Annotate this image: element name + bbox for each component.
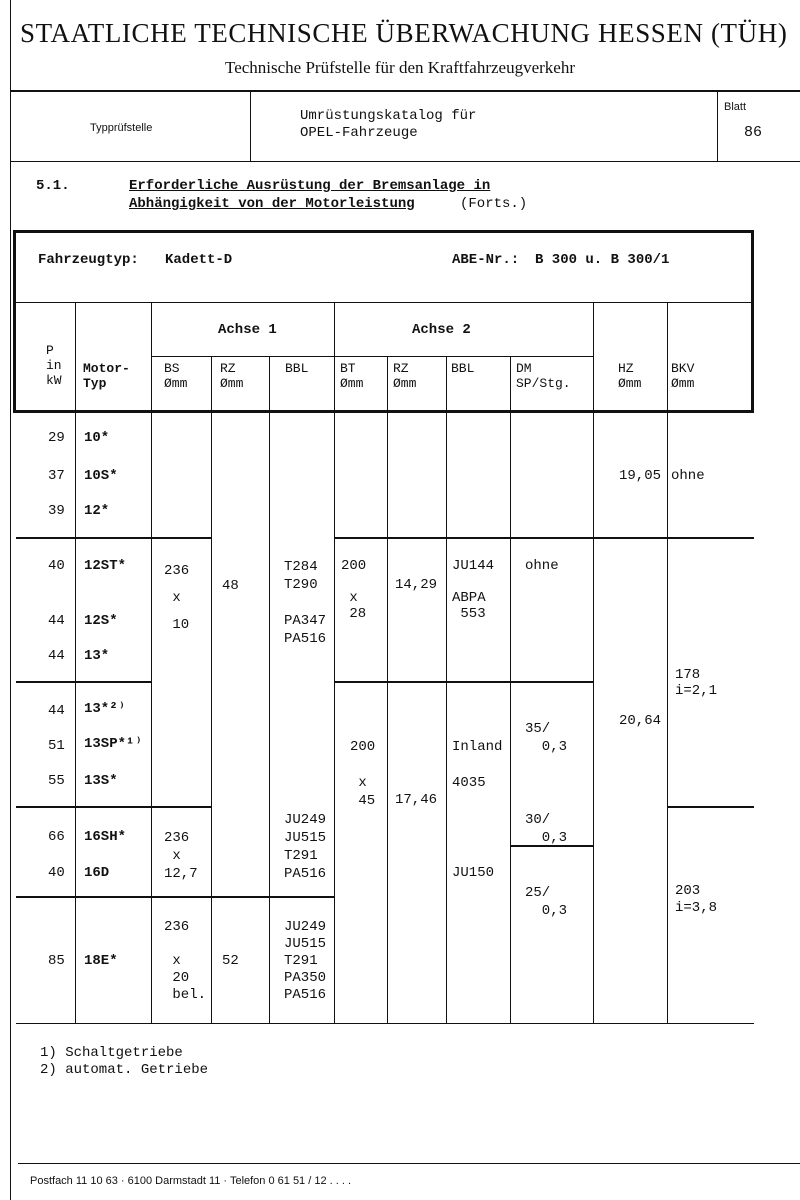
row-sep-g4 bbox=[16, 896, 334, 898]
col-header-p: P in kW bbox=[46, 343, 62, 388]
col-header-dm: DM SP/Stg. bbox=[516, 361, 571, 391]
bkv-cell: 178 i=2,1 bbox=[675, 667, 718, 699]
row-sep-g1-right bbox=[593, 537, 754, 539]
rz1-cell: 52 bbox=[222, 953, 239, 969]
bbl2-cell: Inland 4035 bbox=[452, 739, 503, 791]
dm-cell: ohne bbox=[525, 558, 559, 574]
power-cell: 66 bbox=[48, 829, 65, 845]
footer-divider bbox=[18, 1163, 800, 1164]
section-title-suffix: (Forts.) bbox=[460, 196, 528, 212]
header-col-divider-2 bbox=[717, 90, 718, 162]
achse-2-header: Achse 2 bbox=[412, 322, 471, 338]
bt-cell: 200 x 45 bbox=[350, 739, 376, 809]
power-cell: 40 bbox=[48, 865, 65, 881]
achse-1-header: Achse 1 bbox=[218, 322, 277, 338]
col-header-motor: Motor- Typ bbox=[83, 361, 130, 391]
motor-cell: 12S* bbox=[84, 613, 118, 629]
col-header-hz: HZ Ømm bbox=[618, 361, 642, 391]
col-header-bbl2: BBL bbox=[451, 361, 475, 376]
footnote-2: 2) automat. Getriebe bbox=[40, 1062, 209, 1078]
row-sep-g3 bbox=[16, 806, 211, 808]
section-number: 5.1. bbox=[36, 178, 70, 194]
dm-cell: 35/ 0,3 bbox=[525, 721, 568, 755]
row-sep-g1 bbox=[16, 537, 211, 539]
footer-address: Postfach 11 10 63 · 6100 Darmstadt 11 · Telefon 0 61 51 / 12 . . . . bbox=[30, 1175, 352, 1187]
vehicle-type-value: Kadett-D bbox=[165, 252, 233, 268]
col-line-hz bbox=[593, 302, 594, 1023]
table-header-bottom bbox=[13, 410, 754, 413]
power-cell: 44 bbox=[48, 648, 65, 664]
power-cell: 44 bbox=[48, 703, 65, 719]
bs-cell: 236 x 20 bel. bbox=[164, 919, 207, 1003]
table-right-border bbox=[751, 230, 754, 412]
header-col-divider-1 bbox=[250, 90, 251, 162]
sheet-number: 86 bbox=[744, 124, 763, 141]
dm-cell: 30/ 0,3 bbox=[525, 812, 568, 846]
col-line-dm bbox=[510, 356, 511, 1023]
org-subtitle: Technische Prüfstelle für den Kraftfahrzeugverkehr bbox=[225, 58, 575, 77]
vehicle-type-label: Fahrzeugtyp: bbox=[38, 252, 139, 268]
col-header-bbl1: BBL bbox=[285, 361, 309, 376]
col-line-bbl2 bbox=[446, 356, 447, 1023]
bt-cell: 200 x 28 bbox=[341, 558, 367, 622]
sheet-label: Blatt bbox=[724, 101, 747, 113]
col-line-rz1 bbox=[211, 356, 212, 1023]
power-cell: 39 bbox=[48, 503, 65, 519]
col-line-bs bbox=[151, 302, 152, 1023]
hz-cell: 20,64 bbox=[619, 713, 662, 729]
header-divider-top bbox=[10, 90, 800, 92]
rz2-cell: 17,46 bbox=[395, 792, 438, 808]
bkv-cell: 203 i=3,8 bbox=[675, 883, 718, 916]
motor-cell: 16D bbox=[84, 865, 110, 881]
col-line-rz2 bbox=[387, 356, 388, 1023]
power-cell: 44 bbox=[48, 613, 65, 629]
power-cell: 85 bbox=[48, 953, 65, 969]
bs-cell: 236 x 12,7 bbox=[164, 830, 198, 882]
section-title-line-1: Erforderliche Ausrüstung der Bremsanlage in bbox=[129, 178, 491, 194]
power-cell: 37 bbox=[48, 468, 65, 484]
group-header-line bbox=[151, 356, 593, 357]
page-left-border bbox=[10, 0, 11, 1200]
power-cell: 29 bbox=[48, 430, 65, 446]
row-sep-g3-bkv bbox=[667, 806, 754, 808]
row-sep-g1-mid bbox=[334, 537, 593, 539]
table-bottom-border bbox=[16, 1023, 754, 1024]
footnote-1: 1) Schaltgetriebe bbox=[40, 1045, 183, 1061]
table-info-divider bbox=[13, 302, 754, 303]
table-left-border bbox=[13, 230, 16, 412]
motor-cell: 13*²⁾ bbox=[84, 701, 127, 717]
row-sep-g2 bbox=[16, 681, 151, 683]
org-title: STAATLICHE TECHNISCHE ÜBERWACHUNG HESSEN (TÜH) bbox=[20, 18, 788, 48]
motor-cell: 16SH* bbox=[84, 829, 127, 845]
motor-cell: 18E* bbox=[84, 953, 118, 969]
power-cell: 51 bbox=[48, 738, 65, 754]
motor-cell: 12ST* bbox=[84, 558, 127, 574]
motor-cell: 13SP*¹⁾ bbox=[84, 736, 143, 752]
abe-value: B 300 u. B 300/1 bbox=[535, 252, 670, 268]
motor-cell: 10* bbox=[84, 430, 110, 446]
bbl1-cell: T284 T290 PA347 PA516 bbox=[284, 559, 327, 647]
table-top-border bbox=[13, 230, 754, 233]
catalog-line-2: OPEL-Fahrzeuge bbox=[300, 125, 418, 141]
rz1-cell: 48 bbox=[222, 578, 239, 594]
row-sep-g2-mid bbox=[334, 681, 593, 683]
col-line-bkv bbox=[667, 302, 668, 1023]
catalog-line-1: Umrüstungskatalog für bbox=[300, 108, 477, 124]
bbl1-cell: JU249 JU515 T291 PA516 bbox=[284, 812, 327, 882]
dm-cell: 25/ 0,3 bbox=[525, 885, 568, 919]
bs-cell: 236 x 10 bbox=[164, 563, 190, 633]
bbl2-cell: JU150 bbox=[452, 865, 495, 881]
hz-cell: 19,05 bbox=[619, 468, 662, 484]
col-line-motor bbox=[75, 302, 76, 1023]
power-cell: 40 bbox=[48, 558, 65, 574]
col-header-bt: BT Ømm bbox=[340, 361, 364, 391]
col-header-rz1: RZ Ømm bbox=[220, 361, 244, 391]
bkv-cell: ohne bbox=[671, 468, 705, 484]
motor-cell: 13* bbox=[84, 648, 110, 664]
col-header-bkv: BKV Ømm bbox=[671, 361, 695, 391]
col-header-rz2: RZ Ømm bbox=[393, 361, 417, 391]
abe-label: ABE-Nr.: bbox=[452, 252, 520, 268]
header-divider-bottom bbox=[10, 161, 800, 162]
col-header-bs: BS Ømm bbox=[164, 361, 188, 391]
bbl1-cell: JU249 JU515 T291 PA350 PA516 bbox=[284, 919, 327, 1003]
rz2-cell: 14,29 bbox=[395, 577, 438, 593]
section-title-line-2: Abhängigkeit von der Motorleistung bbox=[129, 196, 415, 212]
col-line-achse2 bbox=[334, 302, 335, 1023]
motor-cell: 12* bbox=[84, 503, 110, 519]
bbl2-cell: JU144 ABPA 553 bbox=[452, 558, 495, 622]
power-cell: 55 bbox=[48, 773, 65, 789]
col-line-bbl1 bbox=[269, 356, 270, 1023]
motor-cell: 13S* bbox=[84, 773, 118, 789]
dept-label: Typprüfstelle bbox=[90, 122, 153, 134]
motor-cell: 10S* bbox=[84, 468, 118, 484]
